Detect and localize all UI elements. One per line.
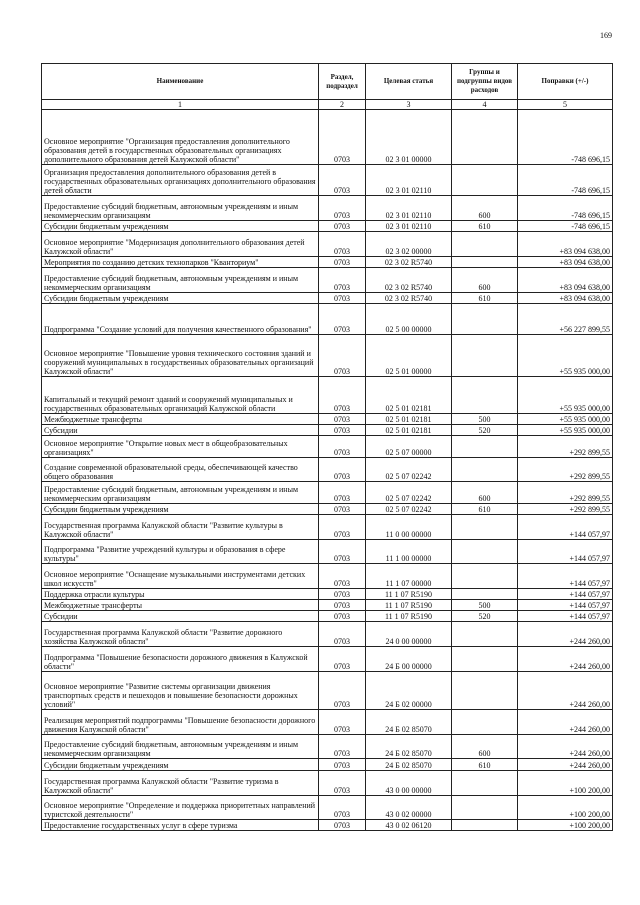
row-article: 24 0 00 00000 xyxy=(366,622,452,647)
row-amount: -748 696,15 xyxy=(518,110,613,165)
row-section: 0703 xyxy=(319,759,366,771)
row-name: Предоставление субсидий бюджетным, автономным учреждениям и иным некоммерческим организациям xyxy=(42,735,319,759)
row-section: 0703 xyxy=(319,735,366,759)
row-article: 02 5 01 02181 xyxy=(366,377,452,414)
row-article: 02 3 02 R5740 xyxy=(366,257,452,268)
row-section: 0703 xyxy=(319,414,366,425)
row-article: 02 5 01 02181 xyxy=(366,425,452,436)
row-name: Основное мероприятие "Организация предоставления дополнительного образования детей в государственных образовательных организациях дополнительного образования детей Калужской области" xyxy=(42,110,319,165)
row-name: Субсидии бюджетным учреждениям xyxy=(42,504,319,515)
row-name: Основное мероприятие "Повышение уровня технического состояния зданий и сооружений муниципальных в государственных образовательных организаций Калужской области" xyxy=(42,335,319,377)
row-name: Государственная программа Калужской области "Развитие туризма в Калужской области" xyxy=(42,771,319,796)
row-name: Основное мероприятие "Модернизация дополнительного образования детей Калужской области" xyxy=(42,232,319,257)
row-amount: +55 935 000,00 xyxy=(518,377,613,414)
row-article: 24 Б 02 85070 xyxy=(366,759,452,771)
table-row xyxy=(42,504,613,515)
row-group: 610 xyxy=(452,221,518,232)
table-row xyxy=(42,647,613,672)
table-row xyxy=(42,221,613,232)
row-group: 520 xyxy=(452,425,518,436)
table-row xyxy=(42,710,613,735)
row-section: 0703 xyxy=(319,710,366,735)
row-group xyxy=(452,377,518,414)
row-section: 0703 xyxy=(319,540,366,564)
header-article: Целевая статья xyxy=(366,64,452,100)
table-row xyxy=(42,482,613,504)
row-group: 610 xyxy=(452,759,518,771)
row-amount: +144 057,97 xyxy=(518,589,613,600)
row-name: Предоставление субсидий бюджетным, автономным учреждениям и иным некоммерческим организациям xyxy=(42,482,319,504)
row-amount: +292 899,55 xyxy=(518,504,613,515)
row-article: 43 0 00 00000 xyxy=(366,771,452,796)
row-article: 24 Б 02 85070 xyxy=(366,735,452,759)
row-group xyxy=(452,647,518,672)
row-group xyxy=(452,672,518,710)
row-section: 0703 xyxy=(319,377,366,414)
row-section: 0703 xyxy=(319,221,366,232)
row-amount: +144 057,97 xyxy=(518,540,613,564)
row-group: 600 xyxy=(452,735,518,759)
row-group xyxy=(452,710,518,735)
table-row xyxy=(42,335,613,377)
row-amount: +100 200,00 xyxy=(518,820,613,831)
row-name: Создание современной образовательной среды, обеспечивающей качество общего образования xyxy=(42,458,319,482)
row-group: 600 xyxy=(452,482,518,504)
row-article: 11 1 07 00000 xyxy=(366,564,452,589)
row-group: 600 xyxy=(452,196,518,221)
column-number: 5 xyxy=(518,100,613,110)
row-amount: +244 260,00 xyxy=(518,672,613,710)
row-amount: +100 200,00 xyxy=(518,771,613,796)
header-name: Наименование xyxy=(42,64,319,100)
table-row xyxy=(42,564,613,589)
row-section: 0703 xyxy=(319,564,366,589)
table-header-row xyxy=(42,64,613,100)
row-name: Организация предоставления дополнительного образования детей в государственных образовательных организациях дополнительного образования детей области xyxy=(42,165,319,196)
row-name: Субсидии бюджетным учреждениям xyxy=(42,293,319,304)
row-amount: +144 057,97 xyxy=(518,515,613,540)
row-name: Подпрограмма "Повышение безопасности дорожного движения в Калужской области" xyxy=(42,647,319,672)
row-amount: +56 227 899,55 xyxy=(518,304,613,335)
row-article: 02 5 01 00000 xyxy=(366,335,452,377)
row-section: 0703 xyxy=(319,196,366,221)
table-row xyxy=(42,589,613,600)
row-article: 02 5 07 02242 xyxy=(366,458,452,482)
row-name: Государственная программа Калужской области "Развитие культуры в Калужской области" xyxy=(42,515,319,540)
row-group: 520 xyxy=(452,611,518,622)
row-amount: +292 899,55 xyxy=(518,436,613,458)
column-number: 1 xyxy=(42,100,319,110)
row-section: 0703 xyxy=(319,611,366,622)
row-amount: -748 696,15 xyxy=(518,165,613,196)
row-amount: +144 057,97 xyxy=(518,564,613,589)
table-row xyxy=(42,622,613,647)
row-article: 11 1 00 00000 xyxy=(366,540,452,564)
row-section: 0703 xyxy=(319,165,366,196)
row-name: Подпрограмма "Создание условий для получения качественного образования" xyxy=(42,304,319,335)
row-section: 0703 xyxy=(319,257,366,268)
row-article: 11 1 07 R5190 xyxy=(366,600,452,611)
row-article: 02 5 07 02242 xyxy=(366,482,452,504)
row-section: 0703 xyxy=(319,110,366,165)
row-group xyxy=(452,589,518,600)
row-article: 02 3 02 R5740 xyxy=(366,268,452,293)
row-name: Субсидии бюджетным учреждениям xyxy=(42,759,319,771)
budget-amendments-table xyxy=(41,63,613,831)
row-amount: -748 696,15 xyxy=(518,196,613,221)
row-group xyxy=(452,257,518,268)
row-amount: +292 899,55 xyxy=(518,482,613,504)
row-amount: +55 935 000,00 xyxy=(518,414,613,425)
row-article: 24 Б 02 00000 xyxy=(366,672,452,710)
row-name: Основное мероприятие "Определение и поддержка приоритетных направлений туристской деятельности" xyxy=(42,796,319,820)
column-number: 2 xyxy=(319,100,366,110)
row-name: Основное мероприятие "Открытие новых мест в общеобразовательных организациях" xyxy=(42,436,319,458)
table-row xyxy=(42,304,613,335)
row-name: Основное мероприятие "Развитие системы организации движения транспортных средств и пешеходов и повышение безопасности дорожных условий" xyxy=(42,672,319,710)
row-section: 0703 xyxy=(319,482,366,504)
table-row xyxy=(42,257,613,268)
row-group xyxy=(452,564,518,589)
table-row xyxy=(42,458,613,482)
row-amount: +244 260,00 xyxy=(518,735,613,759)
row-amount: +244 260,00 xyxy=(518,710,613,735)
row-section: 0703 xyxy=(319,796,366,820)
row-amount: +244 260,00 xyxy=(518,647,613,672)
row-name: Реализация мероприятий подпрограммы "Повышение безопасности дорожного движения Калужской области" xyxy=(42,710,319,735)
row-amount: +100 200,00 xyxy=(518,796,613,820)
row-section: 0703 xyxy=(319,515,366,540)
header-groups: Группы и подгруппы видов расходов xyxy=(452,64,518,100)
row-section: 0703 xyxy=(319,268,366,293)
row-group xyxy=(452,622,518,647)
row-article: 11 0 00 00000 xyxy=(366,515,452,540)
row-name: Предоставление субсидий бюджетным, автономным учреждениям и иным некоммерческим организациям xyxy=(42,268,319,293)
row-group xyxy=(452,335,518,377)
row-name: Государственная программа Калужской области "Развитие дорожного хозяйства Калужской области" xyxy=(42,622,319,647)
row-article: 02 5 01 02181 xyxy=(366,414,452,425)
row-article: 02 3 01 02110 xyxy=(366,165,452,196)
row-article: 24 Б 00 00000 xyxy=(366,647,452,672)
table-row xyxy=(42,165,613,196)
row-article: 02 5 07 02242 xyxy=(366,504,452,515)
row-group xyxy=(452,458,518,482)
row-name: Межбюджетные трансферты xyxy=(42,414,319,425)
row-name: Капитальный и текущий ремонт зданий и сооружений муниципальных и государственных образовательных организаций Калужской области xyxy=(42,377,319,414)
row-section: 0703 xyxy=(319,622,366,647)
row-group xyxy=(452,820,518,831)
row-article: 02 5 07 00000 xyxy=(366,436,452,458)
row-section: 0703 xyxy=(319,589,366,600)
table-row xyxy=(42,600,613,611)
table-row xyxy=(42,796,613,820)
row-group xyxy=(452,436,518,458)
row-name: Мероприятия по созданию детских технопарков "Кванториум" xyxy=(42,257,319,268)
row-article: 02 5 00 00000 xyxy=(366,304,452,335)
row-group: 610 xyxy=(452,293,518,304)
table-row xyxy=(42,436,613,458)
row-article: 02 3 02 00000 xyxy=(366,232,452,257)
row-section: 0703 xyxy=(319,293,366,304)
row-name: Предоставление государственных услуг в сфере туризма xyxy=(42,820,319,831)
row-article: 43 0 02 06120 xyxy=(366,820,452,831)
row-article: 02 3 01 02110 xyxy=(366,221,452,232)
row-article: 02 3 01 02110 xyxy=(366,196,452,221)
table-row xyxy=(42,672,613,710)
table-row xyxy=(42,268,613,293)
table-row xyxy=(42,820,613,831)
row-amount: +244 260,00 xyxy=(518,759,613,771)
row-group: 610 xyxy=(452,504,518,515)
row-name: Основное мероприятие "Оснащение музыкальными инструментами детских школ искусств" xyxy=(42,564,319,589)
row-section: 0703 xyxy=(319,647,366,672)
row-section: 0703 xyxy=(319,425,366,436)
row-group: 500 xyxy=(452,600,518,611)
row-group xyxy=(452,796,518,820)
row-group xyxy=(452,232,518,257)
row-amount: +144 057,97 xyxy=(518,611,613,622)
row-amount: +83 094 638,00 xyxy=(518,232,613,257)
table-row xyxy=(42,414,613,425)
table-row xyxy=(42,377,613,414)
row-section: 0703 xyxy=(319,600,366,611)
row-section: 0703 xyxy=(319,458,366,482)
row-section: 0703 xyxy=(319,820,366,831)
row-amount: -748 696,15 xyxy=(518,221,613,232)
row-amount: +83 094 638,00 xyxy=(518,268,613,293)
table-row xyxy=(42,759,613,771)
row-article: 43 0 02 00000 xyxy=(366,796,452,820)
row-amount: +292 899,55 xyxy=(518,458,613,482)
row-group xyxy=(452,304,518,335)
row-group: 600 xyxy=(452,268,518,293)
row-article: 02 3 02 R5740 xyxy=(366,293,452,304)
row-article: 24 Б 02 85070 xyxy=(366,710,452,735)
row-group xyxy=(452,165,518,196)
row-name: Субсидии xyxy=(42,425,319,436)
row-amount: +55 935 000,00 xyxy=(518,335,613,377)
row-section: 0703 xyxy=(319,304,366,335)
row-section: 0703 xyxy=(319,771,366,796)
table-row xyxy=(42,515,613,540)
table-row xyxy=(42,196,613,221)
table-row xyxy=(42,611,613,622)
row-section: 0703 xyxy=(319,335,366,377)
row-name: Предоставление субсидий бюджетным, автономным учреждениям и иным некоммерческим организациям xyxy=(42,196,319,221)
page-number: 169 xyxy=(600,31,612,40)
row-group xyxy=(452,110,518,165)
table-row xyxy=(42,293,613,304)
table-row xyxy=(42,771,613,796)
row-section: 0703 xyxy=(319,672,366,710)
column-number: 4 xyxy=(452,100,518,110)
row-amount: +83 094 638,00 xyxy=(518,257,613,268)
row-name: Субсидии xyxy=(42,611,319,622)
row-amount: +244 260,00 xyxy=(518,622,613,647)
row-group: 500 xyxy=(452,414,518,425)
row-section: 0703 xyxy=(319,436,366,458)
table-row xyxy=(42,232,613,257)
row-article: 11 1 07 R5190 xyxy=(366,611,452,622)
table-row xyxy=(42,110,613,165)
table-row xyxy=(42,735,613,759)
row-amount: +144 057,97 xyxy=(518,600,613,611)
row-group xyxy=(452,515,518,540)
row-name: Субсидии бюджетным учреждениям xyxy=(42,221,319,232)
row-group xyxy=(452,771,518,796)
header-section: Раздел, подраздел xyxy=(319,64,366,100)
column-number: 3 xyxy=(366,100,452,110)
table-row xyxy=(42,425,613,436)
row-amount: +55 935 000,00 xyxy=(518,425,613,436)
row-amount: +83 094 638,00 xyxy=(518,293,613,304)
row-section: 0703 xyxy=(319,232,366,257)
column-numbers-row xyxy=(42,100,613,110)
header-amount: Поправки (+/-) xyxy=(518,64,613,100)
row-section: 0703 xyxy=(319,504,366,515)
row-name: Поддержка отрасли культуры xyxy=(42,589,319,600)
row-name: Межбюджетные трансферты xyxy=(42,600,319,611)
table-row xyxy=(42,540,613,564)
row-name: Подпрограмма "Развитие учреждений культуры и образования в сфере культуры" xyxy=(42,540,319,564)
row-article: 11 1 07 R5190 xyxy=(366,589,452,600)
row-group xyxy=(452,540,518,564)
row-article: 02 3 01 00000 xyxy=(366,110,452,165)
